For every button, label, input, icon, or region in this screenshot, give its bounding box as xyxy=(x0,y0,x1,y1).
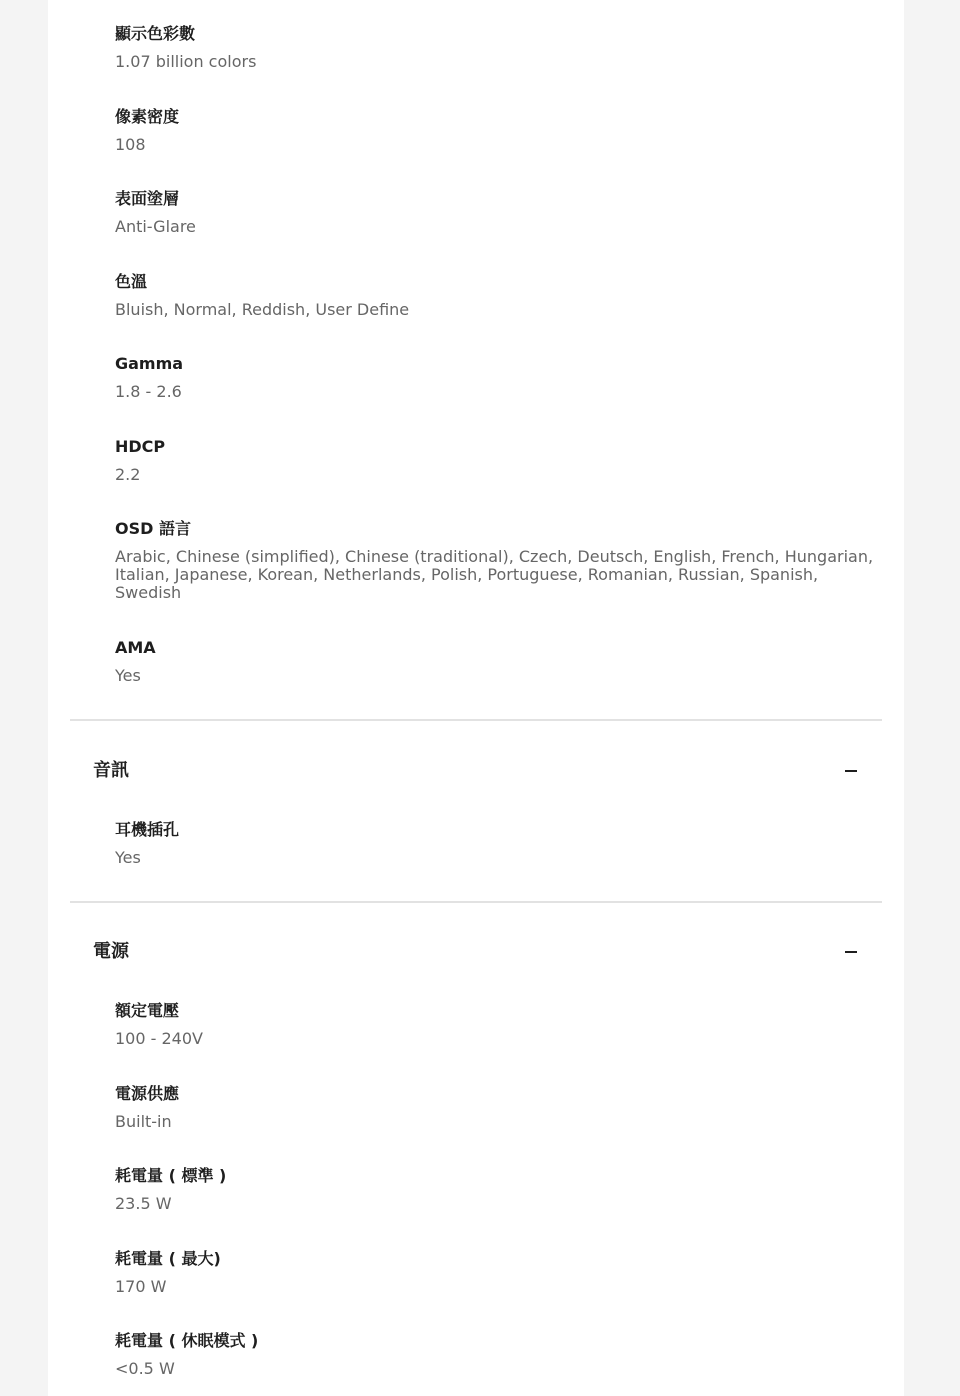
spec-item-color-count xyxy=(115,24,875,71)
spec-item-surface-coating xyxy=(115,189,875,236)
spec-label: 耗電量 ( 最大) xyxy=(115,1249,221,1268)
spec-item-hdcp xyxy=(115,437,875,484)
spec-item-pixel-density xyxy=(115,107,875,154)
spec-value: Anti-Glare xyxy=(115,217,196,236)
spec-item-rated-voltage xyxy=(115,1001,875,1048)
spec-value: Yes xyxy=(115,666,141,685)
spec-value: 1.8 - 2.6 xyxy=(115,382,182,401)
spec-value: 2.2 xyxy=(115,465,141,484)
spec-item-power-consumption-max xyxy=(115,1249,875,1296)
section-divider xyxy=(70,901,882,903)
spec-value: Bluish, Normal, Reddish, User Define xyxy=(115,300,410,319)
spec-item-power-consumption-sleep xyxy=(115,1331,875,1378)
spec-label: 顯示色彩數 xyxy=(115,24,196,43)
section-header-power[interactable] xyxy=(93,939,869,965)
spec-value: 170 W xyxy=(115,1277,167,1296)
spec-item-headphone-jack xyxy=(115,820,875,867)
minus-icon xyxy=(845,951,857,953)
spec-item-color-temperature xyxy=(115,272,875,319)
spec-value: 1.07 billion colors xyxy=(115,52,257,71)
spec-value: Yes xyxy=(115,848,141,867)
spec-label: 電源供應 xyxy=(115,1084,180,1103)
spec-item-osd-language xyxy=(115,519,885,602)
section-divider xyxy=(70,719,882,721)
spec-label: Gamma xyxy=(115,354,184,373)
section-header-audio[interactable] xyxy=(93,758,869,784)
spec-item-power-consumption-typical xyxy=(115,1166,875,1213)
spec-label: 額定電壓 xyxy=(115,1001,180,1020)
spec-label: 耗電量 ( 休眠模式 ) xyxy=(115,1331,259,1350)
section-title: 音訊 xyxy=(93,760,129,781)
spec-value: 108 xyxy=(115,135,146,154)
spec-label: HDCP xyxy=(115,437,166,456)
spec-label: 耳機插孔 xyxy=(115,820,180,839)
spec-label: 像素密度 xyxy=(115,107,180,126)
minus-icon xyxy=(845,770,857,772)
spec-label: 耗電量 ( 標準 ) xyxy=(115,1166,227,1185)
spec-value: Arabic, Chinese (simplified), Chinese (traditional), Czech, Deutsch, English, French, Hungarian, Italian, Japanese, Korean, Netherlands, Polish, Portuguese, Romanian, Russian, Spanish, Swedish xyxy=(115,547,874,602)
spec-label: OSD 語言 xyxy=(115,519,191,538)
spec-item-power-supply xyxy=(115,1084,875,1131)
spec-label: 色溫 xyxy=(115,272,148,291)
spec-label: AMA xyxy=(115,638,156,657)
spec-value: <0.5 W xyxy=(115,1359,175,1378)
spec-item-gamma xyxy=(115,354,875,401)
spec-item-ama xyxy=(115,638,875,685)
spec-label: 表面塗層 xyxy=(115,189,180,208)
section-title: 電源 xyxy=(93,941,129,962)
spec-value: 23.5 W xyxy=(115,1194,172,1213)
spec-value: 100 - 240V xyxy=(115,1029,203,1048)
collapse-button[interactable] xyxy=(841,942,861,962)
collapse-button[interactable] xyxy=(841,761,861,781)
spec-value: Built-in xyxy=(115,1112,172,1131)
